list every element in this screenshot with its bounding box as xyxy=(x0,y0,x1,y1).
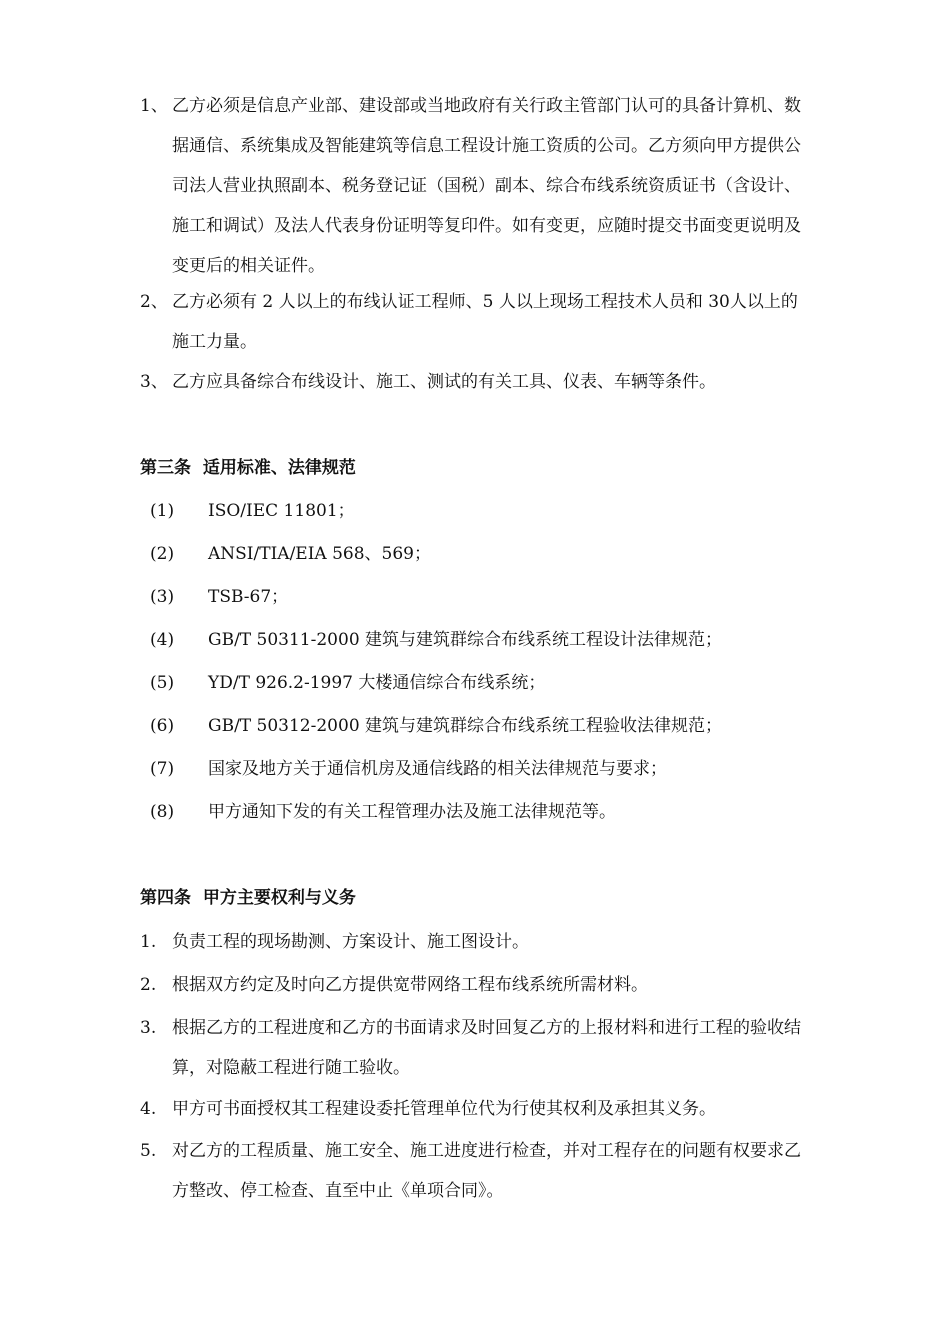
standard-item xyxy=(150,577,288,617)
item-number: 1、 xyxy=(140,96,168,116)
standard-item xyxy=(150,491,355,531)
item-text: 乙方必须有 2 人以上的布线认证工程师、5 人以上现场工程技术人员和 30人以上的施工力量。 xyxy=(172,292,798,352)
item-text: 对乙方的工程质量、施工安全、施工进度进行检查，并对工程存在的问题有权要求乙方整改、停工检查、直至中止《单项合同》。 xyxy=(172,1141,801,1201)
item-text: 负责工程的现场勘测、方案设计、施工图设计。 xyxy=(172,932,529,952)
standard-text: ANSI/TIA/EIA 568、569； xyxy=(208,544,432,564)
item-number: 3. xyxy=(140,1018,157,1038)
standard-text: GB/T 50311-2000 建筑与建筑群综合布线系统工程设计法律规范； xyxy=(208,630,723,650)
standard-item xyxy=(150,534,431,574)
standard-text: 国家及地方关于通信机房及通信线路的相关法律规范与要求； xyxy=(208,759,667,779)
item-text: 根据双方约定及时向乙方提供宽带网络工程布线系统所需材料。 xyxy=(172,975,648,995)
requirement-item xyxy=(140,86,812,286)
obligation-item xyxy=(140,922,812,962)
standard-item xyxy=(150,792,616,832)
item-number: 1. xyxy=(140,932,157,952)
requirement-item xyxy=(140,362,812,402)
obligation-item xyxy=(140,965,812,1005)
item-number: 2. xyxy=(140,975,157,995)
standard-text: ISO/IEC 11801； xyxy=(208,501,355,521)
standard-text: GB/T 50312-2000 建筑与建筑群综合布线系统工程验收法律规范； xyxy=(208,716,723,736)
standard-item xyxy=(150,706,722,746)
standard-number: (6) xyxy=(150,716,175,736)
standard-number: (8) xyxy=(150,802,175,822)
standard-number: (4) xyxy=(150,630,175,650)
standard-text: 甲方通知下发的有关工程管理办法及施工法律规范等。 xyxy=(208,802,616,822)
item-text: 乙方必须是信息产业部、建设部或当地政府有关行政主管部门认可的具备计算机、数据通信、系统集成及智能建筑等信息工程设计施工资质的公司。乙方须向甲方提供公司法人营业执照副本、税务登记证（国税）副本、综合布线系统资质证书（含设计、施工和调试）及法人代表身份证明等复印件。如有变更，应随时提交书面变更说明及变更后的相关证件。 xyxy=(172,96,801,276)
item-number: 5. xyxy=(140,1141,157,1161)
standard-number: (7) xyxy=(150,759,175,779)
item-text: 乙方应具备综合布线设计、施工、测试的有关工具、仪表、车辆等条件。 xyxy=(172,372,716,392)
standard-text: TSB-67； xyxy=(208,587,289,607)
standard-item xyxy=(150,663,545,703)
item-text: 甲方可书面授权其工程建设委托管理单位代为行使其权利及承担其义务。 xyxy=(172,1099,716,1119)
standard-text: YD/T 926.2-1997 大楼通信综合布线系统； xyxy=(208,673,546,693)
standard-number: (2) xyxy=(150,544,175,564)
standard-number: (1) xyxy=(150,501,175,521)
obligation-item xyxy=(140,1008,812,1088)
standard-item xyxy=(150,749,667,789)
obligation-item xyxy=(140,1131,812,1211)
section-heading: 第四条 甲方主要权利与义务 xyxy=(140,888,356,908)
item-text: 根据乙方的工程进度和乙方的书面请求及时回复乙方的上报材料和进行工程的验收结算，对隐蔽工程进行随工验收。 xyxy=(172,1018,801,1078)
standard-number: (5) xyxy=(150,673,175,693)
standard-number: (3) xyxy=(150,587,175,607)
section-heading: 第三条 适用标准、法律规范 xyxy=(140,458,356,478)
item-number: 4. xyxy=(140,1099,157,1119)
requirement-item xyxy=(140,282,812,362)
item-number: 3、 xyxy=(140,372,168,392)
item-number: 2、 xyxy=(140,292,168,312)
standard-item xyxy=(150,620,722,660)
obligation-item xyxy=(140,1089,812,1129)
